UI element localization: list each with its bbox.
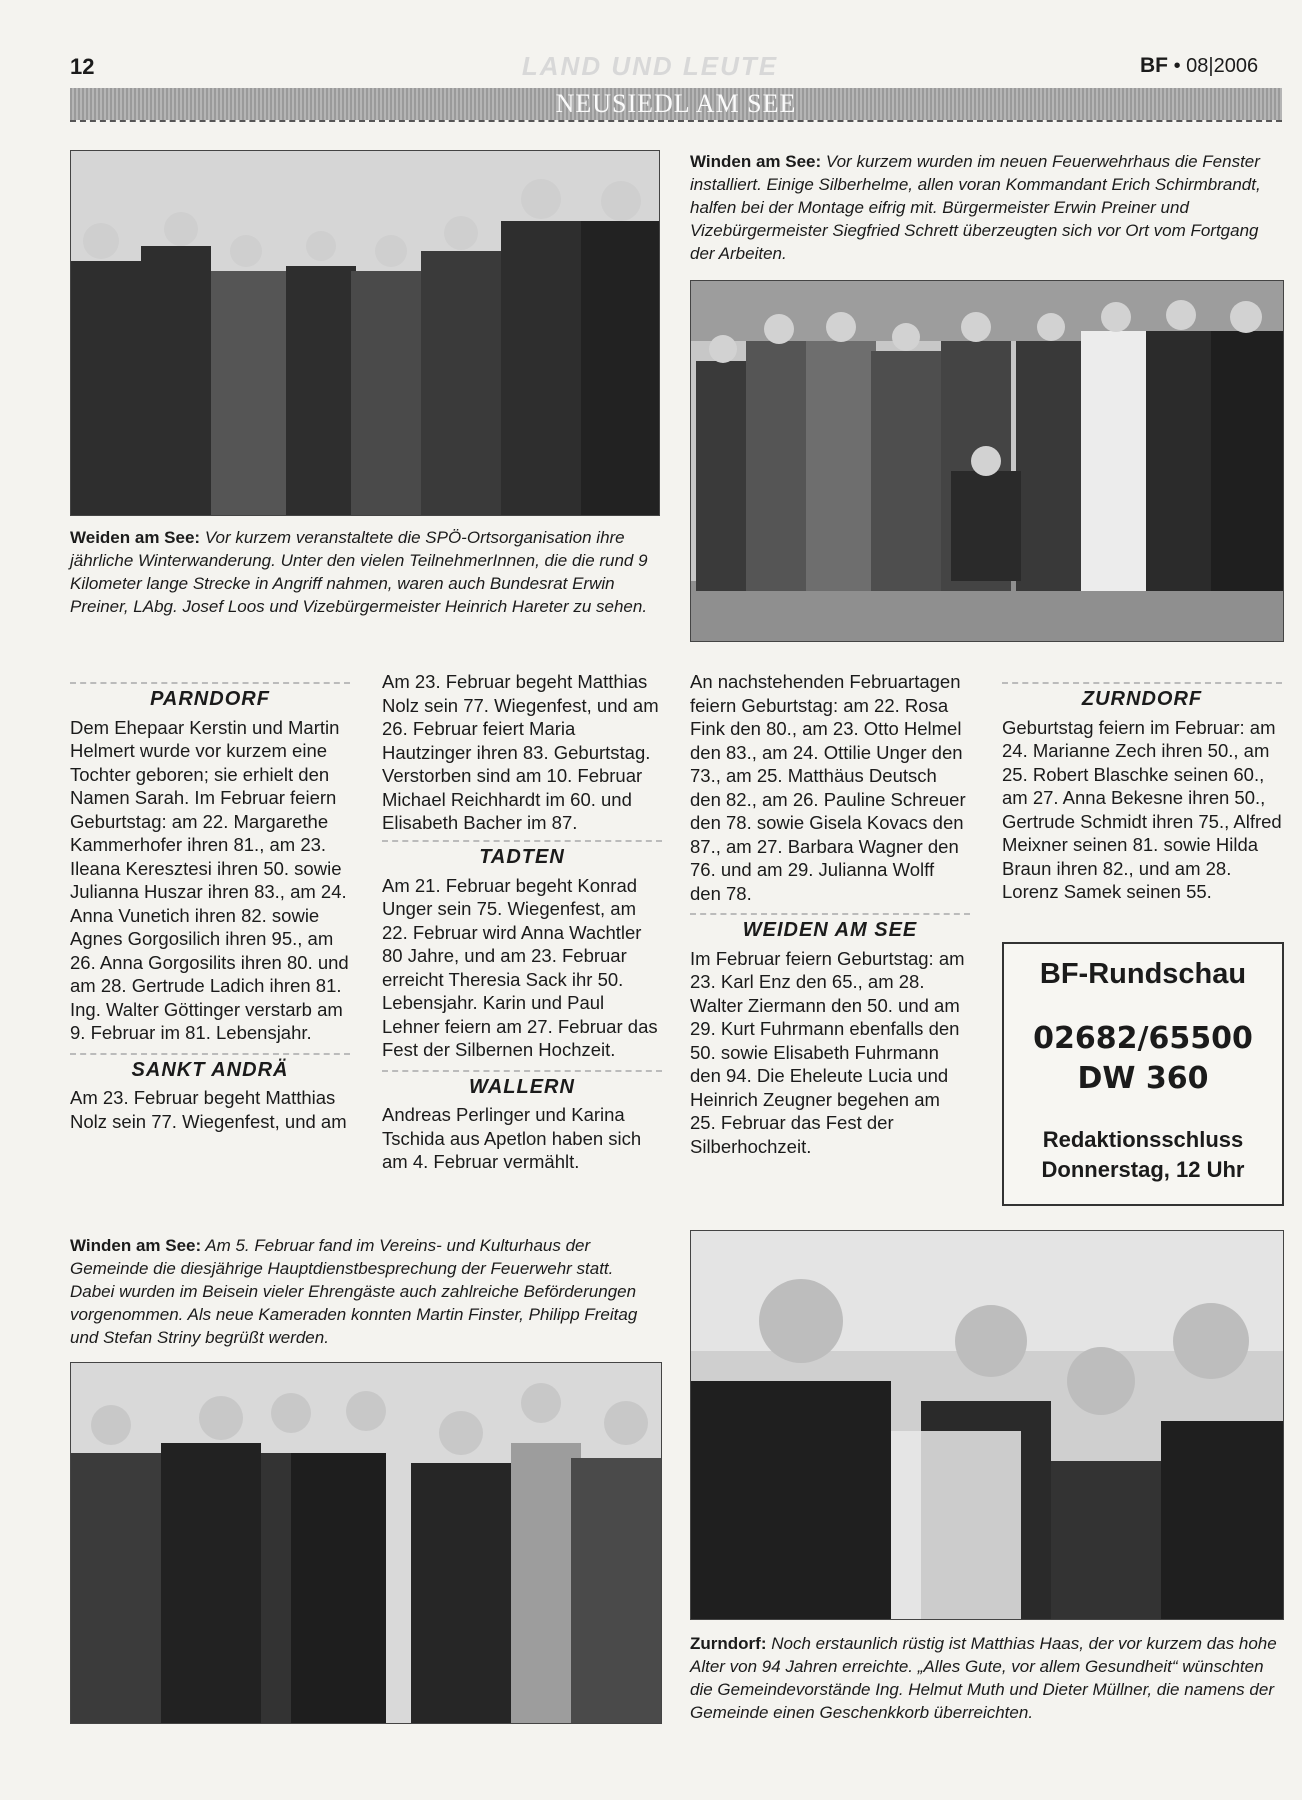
- caption-fire-brigade-meeting: [70, 1234, 662, 1349]
- brand: BF: [1140, 54, 1168, 77]
- sankt-andrae-full-text: Am 23. Februar begeht Matthias Nolz sein 77. Wiegenfest, und am 26. Februar feiert Maria Hautzinger ihren 83. Geburtstag. Verstorben sind am 10. Februar Michael Reichhardt im 60. und Elisabeth Bacher im 87.: [382, 671, 659, 833]
- caption-birthday-gift: [690, 1632, 1282, 1724]
- heading-parndorf: PARNDORF: [70, 682, 350, 714]
- article-col3-intro: An nachstehenden Februartagen feiern Geburtstag: am 22. Rosa Fink den 80., am 23. Otto Helmel den 83., am 24. Ottilie Unger den 73., am 25. Matthäus Deutsch den 82., am 26. Pauline Schreuer den 78. sowie Gisela Kovacs den 87., am 27. Barbara Wagner den 76. und am 29. Julianna Wolff den 78.: [690, 671, 966, 904]
- article-zurndorf: Geburtstag feiern im Februar: am 24. Marianne Zech ihren 50., am 25. Robert Blaschke seinen 60., am 27. Anna Bekesne ihren 50., Gertrude Schmidt ihren 75., Alfred Meixner seinen 81. sowie Hilda Braun ihren 82., und am 28. Lorenz Samek seinen 55.: [1002, 716, 1282, 902]
- heading-weiden-am-see: WEIDEN AM SEE: [690, 913, 970, 945]
- info-box-deadline-label: Redaktionsschluss: [1042, 1127, 1244, 1152]
- caption-text: Noch erstaunlich rüstig ist Matthias Haas, der vor kurzem das hohe Alter von 94 Jahren erreichte. „Alles Gute, vor allem Gesundheit“ wünschten die Gemeindevorstände Ing. Helmut Muth und Dieter Müllner, die namens der Gemeinde einen Geschenkkorb überreichten.: [690, 1634, 1277, 1722]
- info-box-rundschau: [1002, 942, 1284, 1206]
- heading-sankt-andrae: SANKT ANDRÄ: [70, 1053, 350, 1085]
- column-2: [382, 670, 662, 1174]
- info-box-phone: 02682/65500: [1033, 1021, 1253, 1056]
- issue-label: [1140, 54, 1258, 78]
- photo-fire-station-group: [690, 280, 1284, 642]
- region-title: NEUSIEDL AM SEE: [555, 89, 797, 118]
- article-parndorf: Dem Ehepaar Kerstin und Martin Helmert wurde vor kurzem eine Tochter geboren; sie erhielt den Namen Sarah. Im Februar feiern Geburtstag: am 22. Margarethe Kammerhofer ihren 81., am 23. Ileana Keresztesi ihren 50. sowie Julianna Huszar ihren 83., am 24. Anna Vunetich ihren 82. sowie Agnes Gorgosilich ihren 95., am 26. Anna Gorgosilits ihren 80. und am 28. Gertrude Ladich ihren 81. Ing. Walter Göttinger verstarb am 9. Februar im 81. Lebensjahr.: [70, 716, 349, 1043]
- info-box-deadline-time: Donnerstag, 12 Uhr: [1041, 1157, 1245, 1182]
- section-title: LAND UND LEUTE: [521, 51, 779, 81]
- column-1: [70, 676, 350, 1134]
- caption-place: Winden am See:: [690, 152, 822, 171]
- issue-date: 08|2006: [1186, 55, 1259, 77]
- info-box-title: BF-Rundschau: [1039, 958, 1247, 990]
- caption-fire-station-windows: [690, 150, 1282, 265]
- article-weiden-am-see: Im Februar feiern Geburtstag: am 23. Karl Enz den 65., am 28. Walter Ziermann den 50. und am 29. Kurt Fuhrmann ebenfalls den 50. sowie Elisabeth Fuhrmann den 94. Die Eheleute Lucia und Heinrich Zeugner begehen am 25. Februar das Fest der Silberhochzeit.: [690, 947, 965, 1157]
- heading-zurndorf: ZURNDORF: [1002, 682, 1282, 714]
- article-sankt-andrae-part1: Am 23. Februar begeht Matthias Nolz sein 77. Wiegenfest, und am: [70, 1087, 347, 1132]
- caption-text: Vor kurzem veranstaltete die SPÖ-Ortsorganisation ihre jährliche Winterwanderung. Unter den vielen TeilnehmerInnen, die die rund 9 Kilometer lange Strecke in Angriff nahmen, waren auch Bundesrat Erwin Preiner, LAbg. Josef Loos und Vizebürgermeister Heinrich Hareter zu sehen.: [70, 528, 648, 616]
- page-number: 12: [70, 54, 95, 79]
- caption-place: Zurndorf:: [690, 1634, 767, 1653]
- photo-fire-brigade-group: [70, 1362, 662, 1724]
- region-band: [70, 88, 1282, 120]
- article-wallern: Andreas Perlinger und Karina Tschida aus Apetlon haben sich am 4. Februar vermählt.: [382, 1104, 642, 1172]
- heading-wallern: WALLERN: [382, 1070, 662, 1102]
- caption-place: Weiden am See:: [70, 528, 201, 547]
- caption-text: Am 5. Februar fand im Vereins- und Kulturhaus der Gemeinde die diesjährige Hauptdienstbesprechung der Feuerwehr statt. Dabei wurden im Beisein vieler Ehrengäste auch zahlreiche Beförderungen vorgenommen. Als neue Kameraden konnten Martin Finster, Philipp Freitag und Stefan Striny begrüßt werden.: [70, 1236, 638, 1347]
- caption-place: Winden am See:: [70, 1236, 202, 1255]
- column-3: [690, 670, 970, 1158]
- article-tadten: Am 21. Februar begeht Konrad Unger sein 75. Wiegenfest, am 22. Februar wird Anna Wachtler 80 Jahre, und am 23. Februar erreicht Theresia Sack ihr 50. Lebensjahr. Karin und Paul Lehner feiern am 27. Februar das Fest der Silbernen Hochzeit.: [382, 874, 658, 1060]
- article-sankt-andrae-continued: [382, 670, 662, 834]
- photo-birthday-gift: [690, 1230, 1284, 1620]
- header-divider: [70, 120, 1282, 122]
- separator: •: [1173, 55, 1181, 77]
- info-box-extension: DW 360: [1077, 1061, 1209, 1096]
- caption-text: Vor kurzem wurden im neuen Feuerwehrhaus die Fenster installiert. Einige Silberhelme, allen voran Kommandant Erich Schirmbrandt, halfen bei der Montage eifrig mit. Bürgermeister Erwin Preiner und Vizebürgermeister Siegfried Schrett überzeugten sich vor Ort vom Fortgang der Arbeiten.: [690, 152, 1261, 263]
- column-4: [1002, 676, 1282, 904]
- heading-tadten: TADTEN: [382, 840, 662, 872]
- caption-winter-hike: [70, 526, 660, 618]
- photo-winter-hike: [70, 150, 660, 516]
